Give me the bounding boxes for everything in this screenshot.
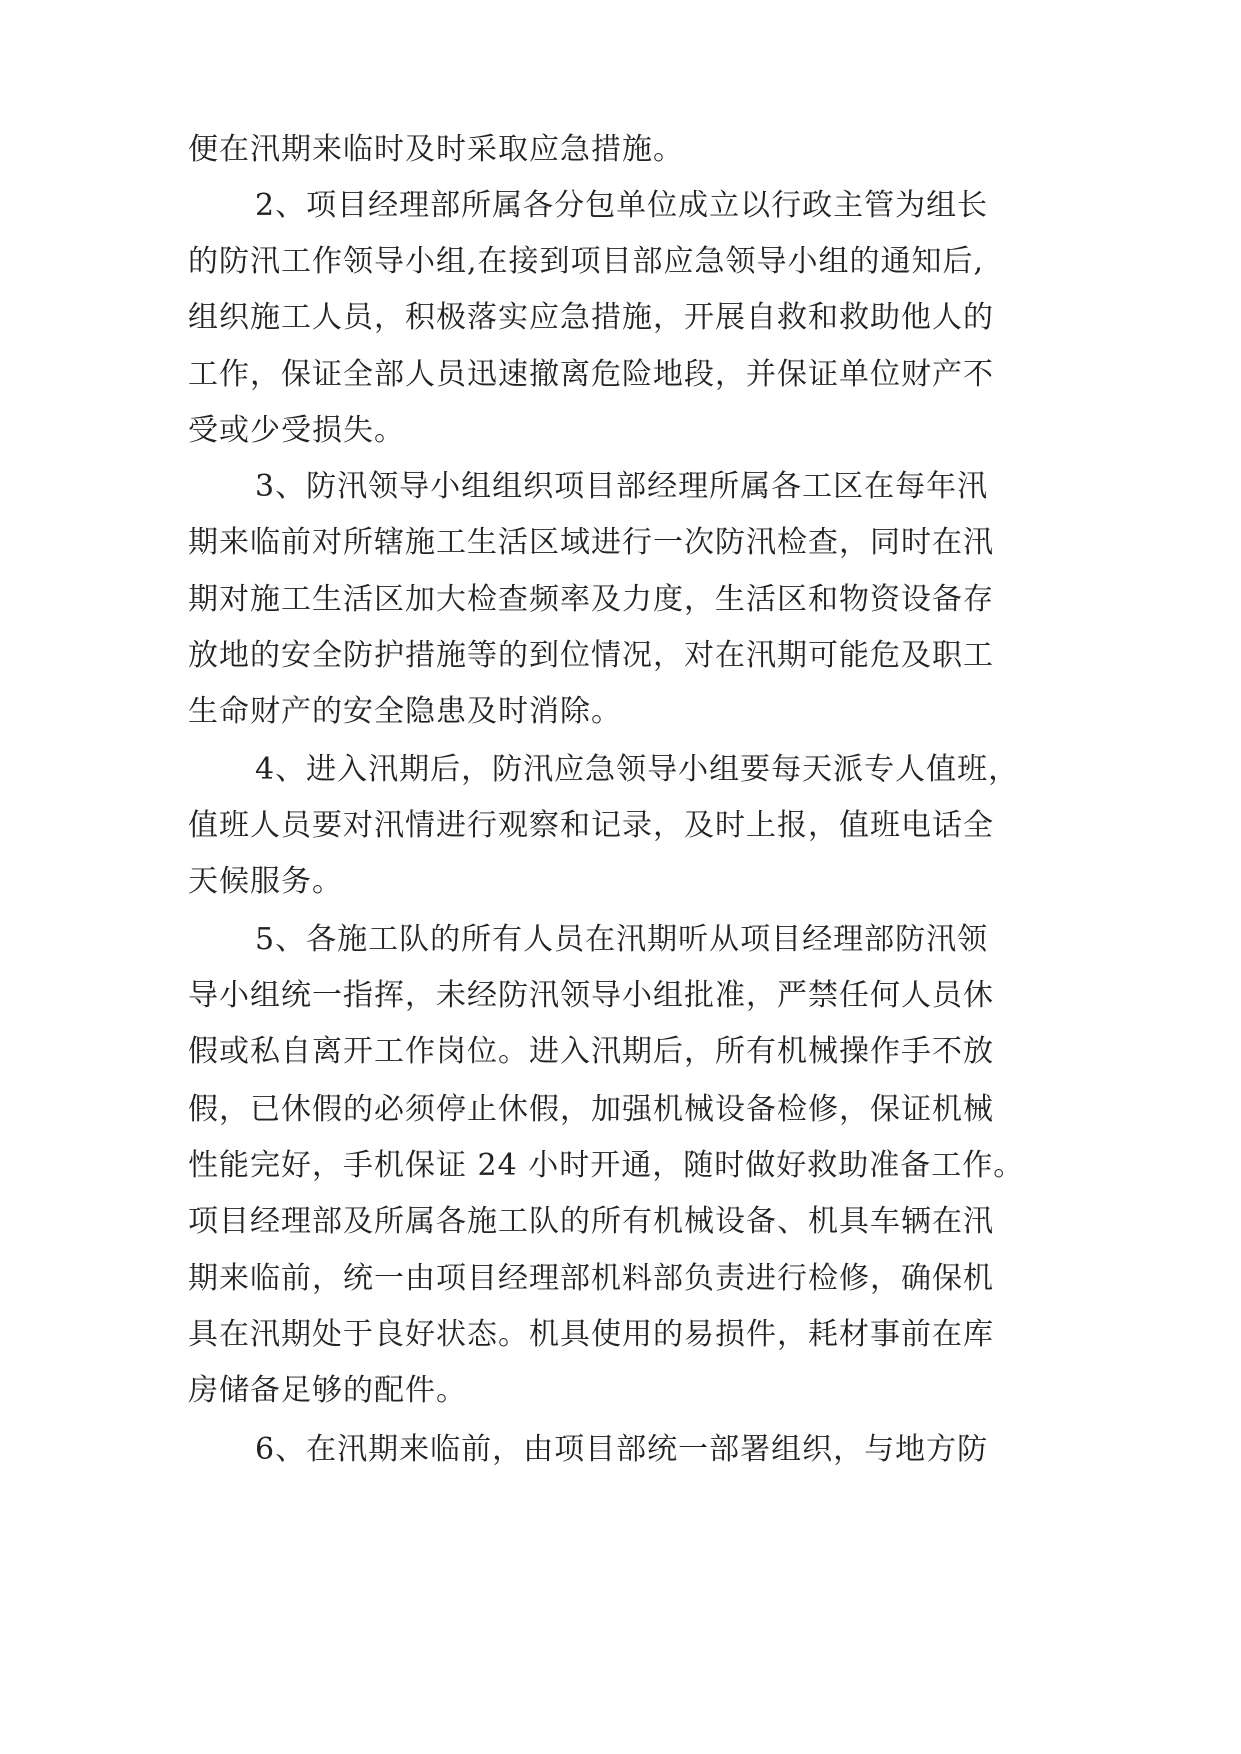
paragraph-first-line: 4、进入汛期后，防汛应急领导小组要每天派专人值班， — [255, 752, 1020, 787]
text-line: 受或少受损失。 — [188, 413, 405, 448]
text-line: 组织施工人员，积极落实应急措施，开展自救和救助他人的 — [188, 300, 994, 335]
text-line: 性能完好，手机保证 24 小时开通，随时做好救助准备工作。 — [188, 1148, 1025, 1183]
text-line: 假或私自离开工作岗位。进入汛期后，所有机械操作手不放 — [188, 1034, 994, 1069]
text-line: 生命财产的安全隐患及时消除。 — [188, 694, 622, 729]
text-line: 期来临前，统一由项目经理部机料部负责进行检修，确保机 — [188, 1261, 994, 1296]
text-line: 的防汛工作领导小组,在接到项目部应急领导小组的通知后, — [188, 244, 985, 279]
paragraph-first-line: 5、各施工队的所有人员在汛期听从项目经理部防汛领 — [255, 922, 989, 957]
text-line: 具在汛期处于良好状态。机具使用的易损件，耗材事前在库 — [188, 1317, 994, 1352]
text-line: 放地的安全防护措施等的到位情况，对在汛期可能危及职工 — [188, 638, 994, 673]
text-line: 值班人员要对汛情进行观察和记录，及时上报，值班电话全 — [188, 808, 994, 843]
text-line: 期来临前对所辖施工生活区域进行一次防汛检查，同时在汛 — [188, 525, 994, 560]
text-line: 便在汛期来临时及时采取应急措施。 — [188, 132, 684, 167]
text-line: 期对施工生活区加大检查频率及力度，生活区和物资设备存 — [188, 582, 994, 617]
text-line: 导小组统一指挥，未经防汛领导小组批准，严禁任何人员休 — [188, 978, 994, 1013]
text-line: 工作，保证全部人员迅速撤离危险地段，并保证单位财产不 — [188, 357, 994, 392]
text-line: 假，已休假的必须停止休假，加强机械设备检修，保证机械 — [188, 1092, 994, 1127]
paragraph-first-line: 2、项目经理部所属各分包单位成立以行政主管为组长 — [255, 188, 989, 223]
text-line: 天候服务。 — [188, 864, 343, 899]
paragraph-first-line: 6、在汛期来临前，由项目部统一部署组织，与地方防 — [255, 1432, 989, 1467]
text-line: 项目经理部及所属各施工队的所有机械设备、机具车辆在汛 — [188, 1204, 994, 1239]
text-line: 房储备足够的配件。 — [188, 1373, 467, 1408]
paragraph-first-line: 3、防汛领导小组组织项目部经理所属各工区在每年汛 — [255, 469, 989, 504]
